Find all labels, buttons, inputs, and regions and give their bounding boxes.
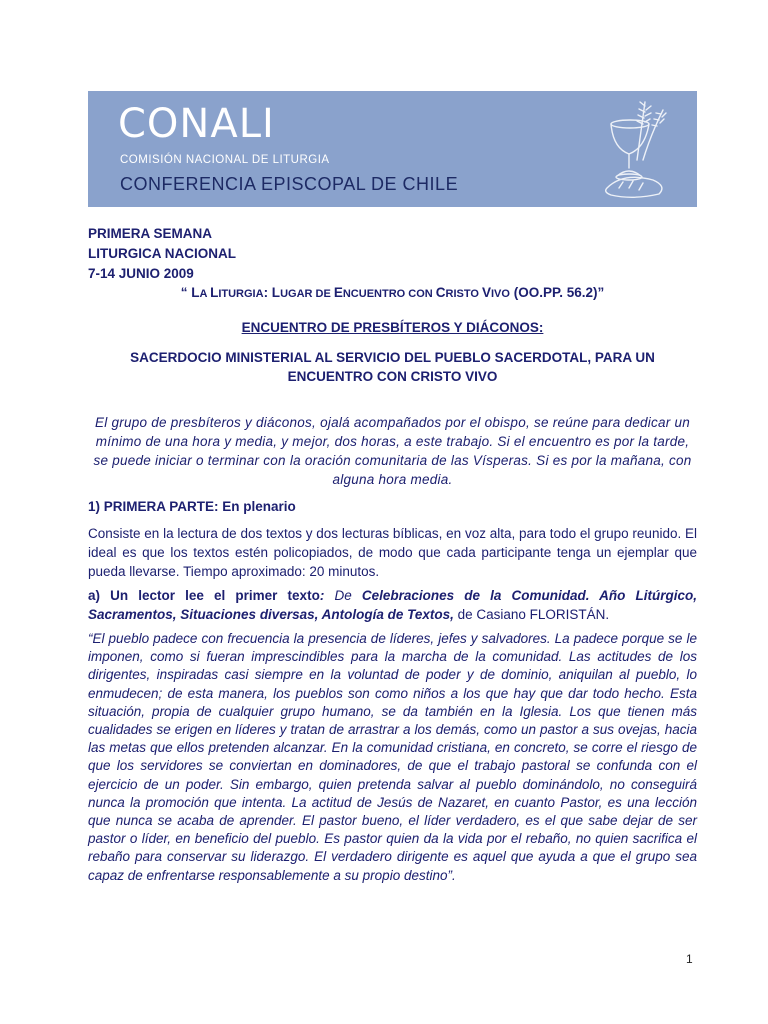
part1-heading: 1) PRIMERA PARTE: En plenario: [88, 499, 296, 514]
theme-part: L: [210, 285, 219, 300]
chalice-wheat-bread-icon: [593, 96, 678, 202]
theme-part: IVO: [491, 288, 510, 300]
theme-part: C: [435, 285, 446, 300]
theme-title: [88, 285, 697, 300]
meeting-subtitle: SACERDOCIO MINISTERIAL AL SERVICIO DEL PUEBLO SACERDOTAL, PARA UN ENCUENTRO CON CRISTO VIVO: [130, 350, 655, 384]
intro-paragraph: El grupo de presbíteros y diáconos, ojalá acompañados por el obispo, se reúne para dedicar un mínimo de una hora y media, y mejor, dos horas, a este trabajo. Si el encuentro es por la tarde, se puede iniciar o terminar con la oración comunitaria de las Vísperas. Si es por la mañana, con alguna hora media.: [93, 415, 692, 487]
theme-part: V: [481, 285, 491, 300]
theme-part: (OO.PP. 56.2)”: [509, 285, 605, 300]
theme-part: RISTO: [445, 288, 482, 300]
quote-paragraph: “El pueblo padece con frecuencia la presencia de líderes, jefes y salvadores. La padece porque se le imponen, como si fueran imprescindibles para la marcha de la comunidad. Las actitudes de los dirigentes, inspiradas casi siempre en la voluntad de poder y de dominio, aniquilan al pueblo, lo enmudecen; de esta manera, los pueblos son como niños a los que hay que dar todo hecho. Esta situación, propia de cualquier grupo humano, se da también en la Iglesia. Los que tienen más cualidades se erigen en líderes y tratan de arrastrar a los demás, como un pastor a sus ovejas, hacia las metas que ellos pretenden alcanzar. En la comunidad cristiana, en concreto, se corre el riesgo de que los servidores se conviertan en dominadores, de que el trabajo pastoral se confunda con el ejercicio de un poder. Sin embargo, quien pretenda salvar al pueblo dominándolo, no conseguirá nunca la promoción que intenta. La actitud de Jesús de Nazaret, en cuanto Pastor, es una lección que nunca se acaba de aprender. El pastor bueno, el líder verdadero, es el que sabe dejar de ser pastor o líder, en beneficio del pueblo. Es pastor quien da la vida por el rebaño, no quien sacrifica el rebaño para conservar su liderazgo. El verdadero dirigente es aquel que ayuda a que el grupo sea capaz de enfrentarse responsablemente a su propio destino”.: [88, 631, 697, 883]
theme-part: UGAR DE: [280, 288, 334, 300]
event-info: [88, 224, 236, 284]
conali-banner: [88, 91, 697, 207]
theme-part: “ L: [180, 285, 200, 300]
conference-name: CONFERENCIA EPISCOPAL DE CHILE: [120, 174, 459, 194]
theme-part: E: [333, 285, 343, 300]
event-week: PRIMERA SEMANA: [88, 226, 213, 241]
reading-a-heading: [88, 586, 697, 624]
reading-a-de: De: [324, 588, 362, 603]
reading-a-source: Celebraciones de la Comunidad. Año Litúrgico, Sacramentos, Situaciones diversas, Antología de Textos,: [88, 588, 697, 622]
page-number: 1: [686, 952, 693, 966]
theme-part: NCUENTRO CON: [342, 288, 436, 300]
meeting-title: ENCUENTRO DE PRESBÍTEROS Y DIÁCONOS:: [241, 320, 544, 335]
reading-a-colon: :: [319, 588, 325, 603]
commission-name: COMISIÓN NACIONAL DE LITURGIA: [120, 154, 330, 166]
brand-title: CONALI: [118, 101, 275, 147]
reading-a-lead: a) Un lector lee el primer texto: [88, 588, 320, 603]
event-dates: 7-14 JUNIO 2009: [88, 266, 194, 281]
theme-part: ITURGIA: [218, 288, 264, 300]
part1-text: Consiste en la lectura de dos textos y dos lecturas bíblicas, en voz alta, para todo el grupo reunido. El ideal es que los textos estén policopiados, de modo que cada participante tenga un ejemplar que pueda llevarse. Tiempo aproximado: 20 minutos.: [88, 526, 697, 579]
theme-part: : L: [263, 285, 281, 300]
reading-a-author: de Casiano FLORISTÁN.: [453, 607, 610, 622]
event-name: LITURGICA NACIONAL: [88, 246, 236, 261]
theme-part: A: [199, 288, 211, 300]
